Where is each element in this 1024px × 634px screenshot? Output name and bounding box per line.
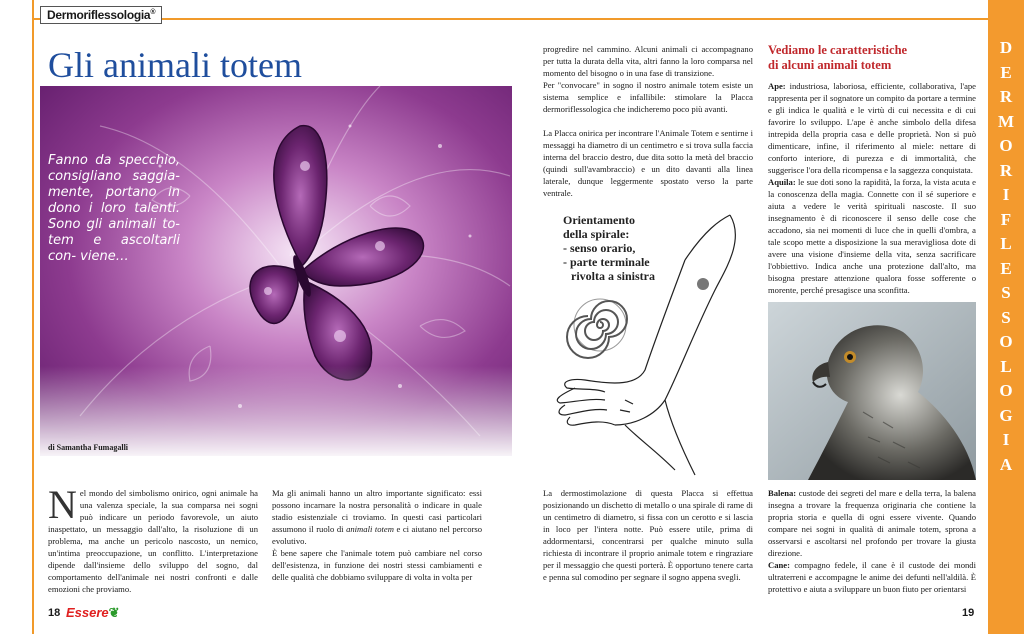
vertical-letter: L xyxy=(1000,356,1012,376)
column-2 xyxy=(272,487,482,583)
col2-p1 xyxy=(272,487,482,547)
vertical-letter: S xyxy=(1001,307,1011,327)
vertical-letter: I xyxy=(1002,430,1010,449)
page-number-right: 19 xyxy=(962,607,975,619)
vertical-letter: S xyxy=(1001,283,1011,302)
vertical-letter: D xyxy=(999,38,1013,57)
vertical-letter: I xyxy=(1002,185,1010,204)
orientation-line-4: - parte terminale xyxy=(563,255,650,269)
col3-p2: Per "convocare" in sogno il nostro animale totem esiste un sistema semplice e infallibile: stimolare la Placca dermoriflessologica che indicheremo poco più avanti. xyxy=(543,80,753,114)
magazine-logo xyxy=(66,605,120,621)
sidebar-heading-line-2: di alcuni animali totem xyxy=(768,58,892,72)
col2-p1-emphasis: animali totem xyxy=(346,524,394,534)
col2-p1-start: Ma gli animali hanno un altro importante significato: essi possono incarnare la nostra personalità o indicare in quale stadio esistenziale ci troviamo. In questi casi particolari assumono il ruolo di xyxy=(272,488,482,534)
vertical-letter: M xyxy=(997,111,1015,131)
orientation-line-5: rivolta a sinistra xyxy=(571,269,655,283)
rubric-label: Dermoriflessologia xyxy=(47,8,151,22)
orientation-line-2: della spirale: xyxy=(563,227,630,241)
section-rubric xyxy=(40,6,162,24)
byline: di Samantha Fumagalli xyxy=(48,443,129,452)
header-rule xyxy=(34,18,988,20)
sidebar-heading-line-1: Vediamo le caratteristiche xyxy=(768,43,908,57)
vertical-letter: R xyxy=(999,160,1013,180)
leaf-icon: ❦ xyxy=(108,605,120,620)
col2-p1-end: e ci aiutano nel percorso evolutivo. xyxy=(272,524,482,546)
hero-image xyxy=(40,86,512,456)
left-margin-bar xyxy=(0,0,34,634)
animal-description: compagno fedele, il cane è il custode dei mondi ultraterreni e accompagne le anime dei defunti nell'aldilà. È protettivo e aiuta a sviluppare un buon fiuto per orientarsi xyxy=(768,560,976,594)
animal-description: le sue doti sono la rapidità, la forza, la vista acuta e la conoscenza della magia. Connette con il sé superiore e aiuta a vedere le verità spirituali nascoste. Il suo insegnamento è di riconoscere il senso delle cose che accadono, sia nei momenti di luce che in quelli d'ombra, a tale scopo mette a disposizione la sua meravigliosa dote di avere una visione d'insieme della vita, senza sacrificare l'obbiettivo. Indica anche una protezione dall'alto, ma bisogna prestare attenzione qualora fosse sofferente o morente, perché presagisce una sconfitta. xyxy=(768,177,976,295)
animal-name: Aquila: xyxy=(768,177,796,187)
animal-name: Cane: xyxy=(768,560,790,570)
registered-mark: ® xyxy=(150,9,156,16)
page-number-left: 18 xyxy=(48,607,61,619)
animal-entry xyxy=(768,80,976,176)
animal-name: Balena: xyxy=(768,488,797,498)
vertical-letter: R xyxy=(999,87,1013,106)
col3-p3: La Placca onirica per incontrare l'Animale Totem e sentirne i messaggi ha diametro di un centimetro e si trova sulla faccia interna del braccio destro, due dita sotto la metà del braccio (quindi sull'avambraccio) e un dito davanti alla linea laterale, dunque leggermente spostato verso la parte ventrale. xyxy=(543,128,753,198)
orientation-line-3: - senso orario, xyxy=(563,241,636,255)
column-3-top xyxy=(543,43,753,199)
animal-entry xyxy=(768,487,976,559)
vertical-letter: F xyxy=(1000,209,1012,229)
vertical-letter: G xyxy=(999,405,1013,425)
vertical-section-title xyxy=(988,36,1024,477)
column-3-bottom: La dermostimolazione di questa Placca si effettua posizionando un dischetto di metallo o una spirale di rame di un centimetro di diametro, si fissa con un cerotto e si lascia in loco per l'intera notte. Può essere utile, prima di addormentarsi, concentrarsi per qualche minuto sulla richiesta di incontrare il proprio animale totem e ringraziare per il messaggio che questi porterà. È opportuno tenere carta e penna sul comodino per segnare il sogno appena svegli. xyxy=(543,488,753,582)
drop-cap: N xyxy=(48,482,77,527)
col1-text: el mondo del simbolismo onirico, ogni animale ha una valenza speciale, la sua comparsa nei sogni può indicare un periodo favorevole, un aiuto inaspettato, un messaggio dall'alto, la risoluzione di un problema, ma anche un pericolo nascosto, un nemico, un'intima preoccupazione, un conflitto. L'interpretazione dipende dall'insieme dello sviluppo del sogno, dal comportamento dell'animale nei nostri confronti e dalle emozioni che proviamo. xyxy=(48,488,258,594)
hawk-photo xyxy=(768,302,976,480)
animal-entry xyxy=(768,176,976,296)
column-4-bottom xyxy=(768,487,976,595)
col2-p2: È bene sapere che l'animale totem può cambiare nel corso dell'esistenza, in funzione dei nostri stessi cambiamenti e delle qualità che dobbiamo sviluppare di volta in volta per xyxy=(272,548,482,582)
col3-p1: progredire nel cammino. Alcuni animali ci accompagnano per tutta la durata della vita, altri fanno la loro comparsa nel momento del bisogno o in una fase di transizione. xyxy=(543,44,753,78)
column-4-top xyxy=(768,80,976,296)
vertical-letter: L xyxy=(1000,234,1012,253)
vertical-section-band xyxy=(988,0,1024,634)
vertical-letter: O xyxy=(999,136,1013,155)
animal-entry xyxy=(768,559,976,595)
spiral-icon xyxy=(567,299,627,358)
animal-name: Ape: xyxy=(768,81,786,91)
vertical-letter: O xyxy=(999,332,1013,351)
article-title: Gli animali totem xyxy=(48,45,302,85)
sidebar-heading xyxy=(768,43,968,73)
animal-description: industriosa, laboriosa, efficiente, collaborativa, l'ape rappresenta per il sognatore un compito da portare a termine e gli indica le qualità e le virtù di cui necessita e di cui favorire lo sviluppo. L'ape è anche simbolo della difesa intrepida della propria casa e delle proprietà. Non si può dimenticare, infine, il riferimento al miele: nettare di conforto interiore, di purezza e di immortalità, che suggerisce l'ora della ricompensa e la saggezza conquistata. xyxy=(768,81,976,175)
vertical-letter: A xyxy=(999,454,1013,474)
intro-text: Fanno da specchio, consigliano saggia- mente, portano in dono i loro talenti. Sono gli animali to- tem e ascoltarli con- viene… xyxy=(48,153,180,264)
orientation-line-1: Orientamento xyxy=(563,213,635,227)
butterfly-illustration xyxy=(40,86,512,456)
vertical-letter: E xyxy=(1000,62,1012,82)
animal-description: custode dei segreti del mare e della terra, la balena insegna a trovare la frequenza originaria che contiene la propria storia e quella di ogni essere vivente. Quando compare nei sogni in qualità di animale totem, sprona a osservarsi e ascoltarsi nel profondo per trovare la giusta direzione. xyxy=(768,488,976,558)
logo-text: Essere xyxy=(66,605,109,620)
spiral-orientation-note xyxy=(563,213,693,283)
vertical-letter: O xyxy=(999,381,1013,400)
vertical-letter: E xyxy=(1000,258,1012,278)
column-1 xyxy=(48,482,258,595)
